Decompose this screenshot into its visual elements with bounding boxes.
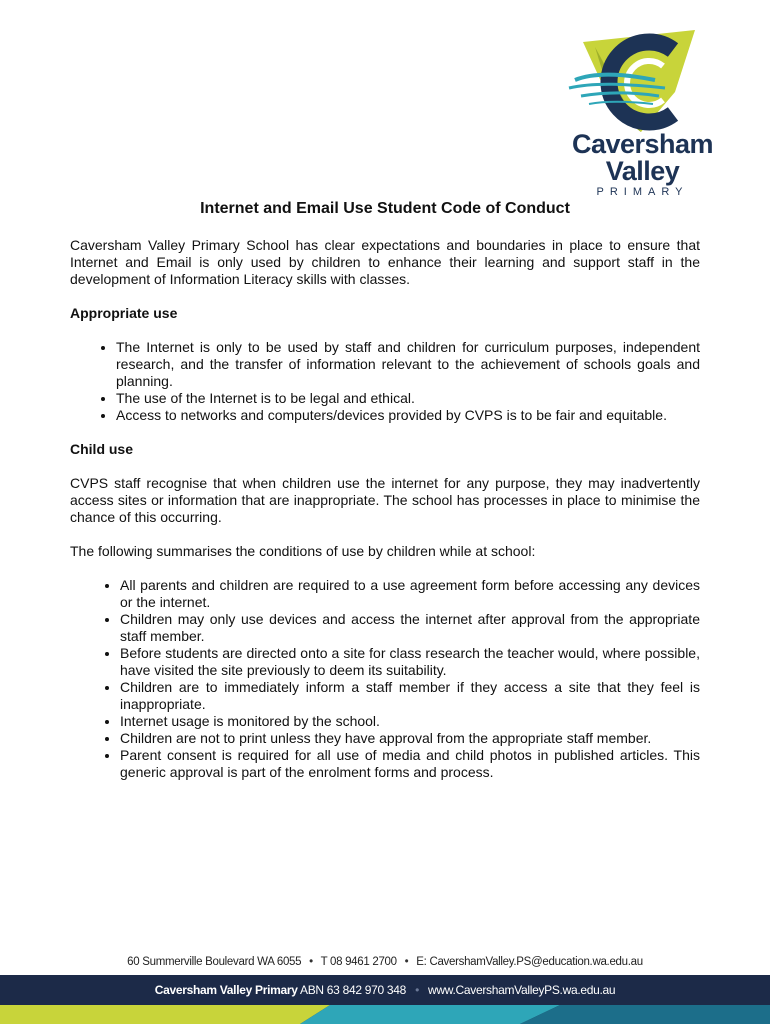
list-item: • Access to networks and computers/devices provided by CVPS is to be fair and equitable. <box>116 407 700 424</box>
list-item: • Children are to immediately inform a staff member if they access a site that they feel is inappropriate. <box>120 679 700 713</box>
list-item: • Before students are directed onto a site for class research the teacher would, where possible, have visited the site previously to deem its suitability. <box>120 645 700 679</box>
footer-separator: • <box>404 956 409 968</box>
page-title: Internet and Email Use Student Code of Conduct <box>200 200 570 217</box>
list-item: • Internet usage is monitored by the school. <box>120 713 700 730</box>
document-body <box>70 237 700 798</box>
conditions-list <box>70 577 700 781</box>
child-use-heading: Child use <box>70 441 134 457</box>
list-item: • All parents and children are required to a use agreement form before accessing any devices or the internet. <box>120 577 700 611</box>
intro-paragraph: Caversham Valley Primary School has clear expectations and boundaries in place to ensure that Internet and Email is only used by children to enhance their learning and support staff in the development of Information Literacy skills with classes. <box>70 237 700 287</box>
footer-website: www.CavershamValleyPS.wa.edu.au <box>428 983 616 997</box>
footer-stripe <box>0 1005 770 1024</box>
list-item: • The use of the Internet is to be legal and ethical. <box>116 390 700 407</box>
logo-wordmark <box>555 130 730 198</box>
footer-abn: ABN 63 842 970 348 <box>300 983 407 997</box>
logo-line-2: Valley <box>605 156 680 186</box>
logo-line-1: Caversham <box>571 129 714 159</box>
logo-line-3: PRIMARY <box>596 186 689 198</box>
appropriate-use-heading: Appropriate use <box>70 305 178 321</box>
footer-phone: T 08 9461 2700 <box>320 956 397 968</box>
child-use-paragraph: CVPS staff recognise that when children use the internet for any purpose, they may inadvertently access sites or information that are inappropriate. The school has processes in place to minimise the chance of this occurring. <box>70 475 700 525</box>
footer-bar-separator: • <box>415 983 419 997</box>
footer-email: E: CavershamValley.PS@education.wa.edu.au <box>416 956 643 968</box>
footer-school-name: Caversham Valley Primary <box>154 983 298 997</box>
footer-separator: • <box>309 956 313 968</box>
list-item: • Children are not to print unless they have approval from the appropriate staff member. <box>120 730 700 747</box>
footer-address: 60 Summerville Boulevard WA 6055 <box>127 956 302 968</box>
footer-bar <box>0 975 770 1005</box>
appropriate-use-list <box>70 339 700 424</box>
list-item: • Children may only use devices and access the internet after approval from the appropriate staff member. <box>120 611 700 645</box>
footer-contact <box>0 956 770 968</box>
conditions-intro: The following summarises the conditions of use by children while at school: <box>70 543 536 559</box>
list-item: • The Internet is only to be used by staff and children for curriculum purposes, independent research, and the transfer of information relevant to the achievement of schools goals and planning. <box>116 339 700 390</box>
list-item: • Parent consent is required for all use of media and child photos in published articles. This generic approval is part of the enrolment forms and process. <box>120 747 700 781</box>
